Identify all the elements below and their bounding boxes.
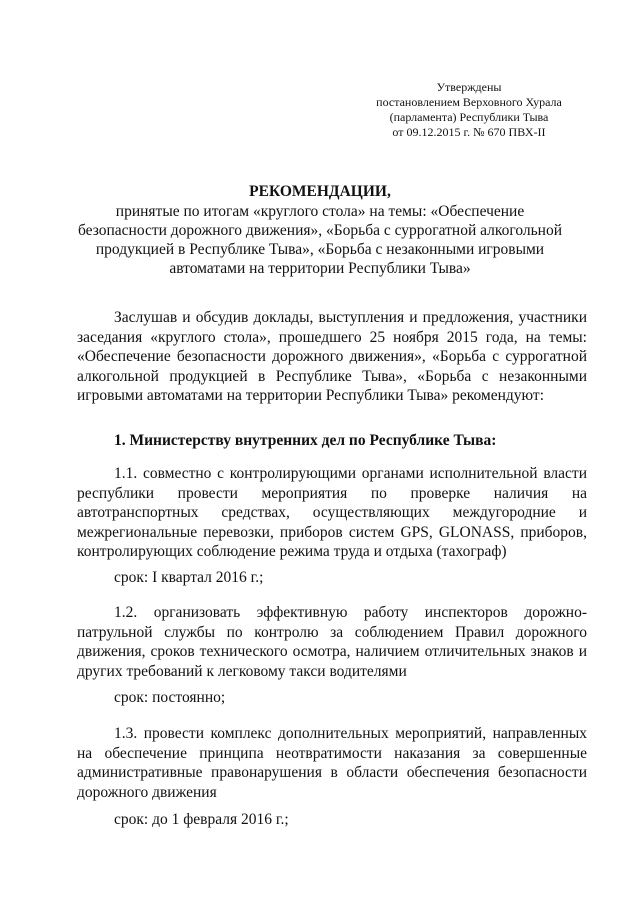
recommendation-item: 1.2. организовать эффективную работу инспекторов дорожно-патрульной службы по контролю за соблюдением Правил дорожного движения, сроков технического осмотра, наличием отличительных знаков и других требований к легковому такси водителями (77, 604, 587, 680)
deadline-text: срок: постоянно; (114, 689, 226, 706)
intro-paragraph: Заслушав и обсудив доклады, выступления и предложения, участники заседания «круглого стола», прошедшего 25 ноября 2015 года, на темы: «Обеспечение безопасности дорожного движения», «Борьба с суррогатной алкогольной продукцией в Республике Тыва», «Борьба с незаконными игровыми автоматами на территории Республики Тыва» рекомендуют: (77, 309, 587, 404)
section-heading: 1. Министерству внутренних дел по Республике Тыва: (114, 432, 497, 449)
approval-line: постановлением Верховного Хурала (376, 95, 562, 109)
approval-line: от 09.12.2015 г. № 670 ПВХ-II (392, 125, 546, 139)
approval-stamp (360, 80, 578, 140)
recommendation-item: 1.3. провести комплекс дополнительных мероприятий, направленных на обеспечение принципа неотвратимости наказания за совершенные административные правонарушения в области обеспечения безопасности дорожного движения (77, 725, 587, 801)
recommendation-item: 1.1. совместно с контролирующими органами исполнительной власти республики провести мероприятия по проверке наличия на автотранспортных средствах, осуществляющих междугородние и межрегиональные перевозки, приборов систем GPS, GLONASS, приборов, контролирующих соблюдение режима труда и отдыха (тахограф) (77, 465, 587, 560)
deadline-text: срок: I квартал 2016 г.; (114, 569, 264, 586)
deadline-text: срок: до 1 февраля 2016 г.; (114, 811, 289, 828)
approval-line: (парламента) Республики Тыва (389, 110, 549, 124)
approval-line: Утверждены (436, 80, 502, 94)
document-title: РЕКОМЕНДАЦИИ, (249, 183, 391, 200)
document-subtitle: принятые по итогам «круглого стола» на темы: «Обеспечение безопасности дорожного движения», «Борьба с суррогатной алкогольной продукцией в Республике Тыва», «Борьба с незаконными игровыми автоматами на территории Республики Тыва» (77, 203, 563, 277)
